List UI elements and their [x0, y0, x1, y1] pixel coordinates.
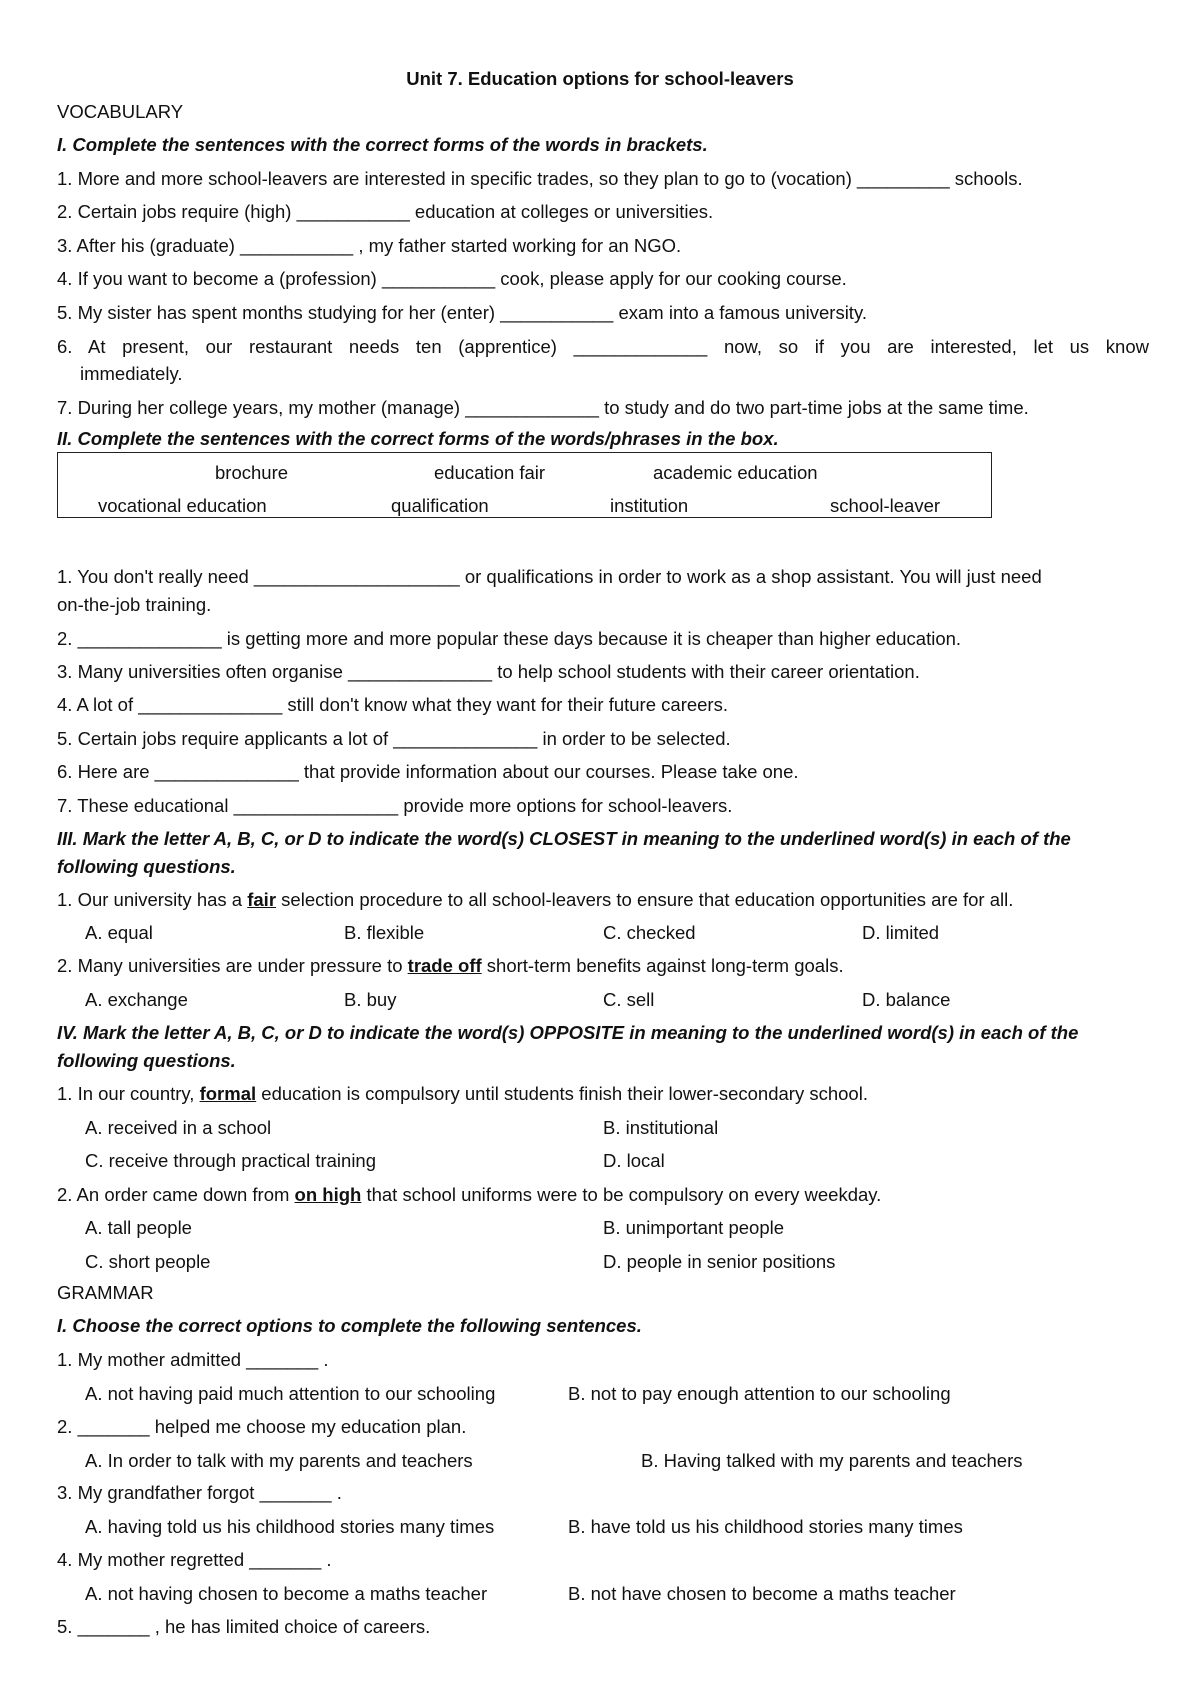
- s2-item-1-cont: on-the-job training.: [57, 594, 212, 615]
- option-a: A. equal: [85, 922, 153, 943]
- word-box-item: brochure: [215, 462, 289, 483]
- option-a: A. tall people: [85, 1217, 192, 1238]
- option-b: B. have told us his childhood stories many times: [568, 1516, 963, 1537]
- s3-question-1: 1. Our university has a fair selection procedure to all school-leavers to ensure that education opportunities are for all.: [57, 889, 1014, 910]
- grammar-heading: GRAMMAR: [57, 1282, 154, 1303]
- word-box: [57, 452, 992, 518]
- section-2-heading: II. Complete the sentences with the correct forms of the words/phrases in the box.: [57, 428, 779, 449]
- option-b: B. Having talked with my parents and teachers: [641, 1450, 1023, 1471]
- section-4-heading: IV. Mark the letter A, B, C, or D to indicate the word(s) OPPOSITE in meaning to the underlined word(s) in each of the: [57, 1022, 1079, 1043]
- g1-question-5: 5. _______ , he has limited choice of careers.: [57, 1616, 431, 1637]
- word-box-item: qualification: [391, 495, 489, 516]
- s1-item-5: 5. My sister has spent months studying for her (enter) ___________ exam into a famous university.: [57, 302, 867, 323]
- option-d: D. people in senior positions: [603, 1251, 836, 1272]
- s4-question-2: 2. An order came down from on high that school uniforms were to be compulsory on every weekday.: [57, 1184, 882, 1205]
- vocabulary-heading: VOCABULARY: [57, 101, 184, 122]
- word-box-item: academic education: [653, 462, 818, 483]
- s1-item-6: 6. At present, our restaurant needs ten (apprentice) _____________ now, so if you are interested, let us know: [57, 336, 1149, 357]
- word-box-item: institution: [610, 495, 689, 516]
- s2-item-1: 1. You don't really need ____________________ or qualifications in order to work as a shop assistant. You will just need: [57, 566, 1042, 587]
- option-c: C. checked: [603, 922, 696, 943]
- option-c: C. receive through practical training: [85, 1150, 377, 1171]
- s1-item-4: 4. If you want to become a (profession) ___________ cook, please apply for our cooking course.: [57, 268, 847, 289]
- option-a: A. not having paid much attention to our schooling: [85, 1383, 496, 1404]
- option-a: A. In order to talk with my parents and teachers: [85, 1450, 473, 1471]
- option-a: A. received in a school: [85, 1117, 272, 1138]
- s2-item-6: 6. Here are ______________ that provide information about our courses. Please take one.: [57, 761, 799, 782]
- s2-item-2: 2. ______________ is getting more and more popular these days because it is cheaper than higher education.: [57, 628, 962, 649]
- s4-question-1: 1. In our country, formal education is compulsory until students finish their lower-secondary school.: [57, 1083, 868, 1104]
- word-box-item: school-leaver: [830, 495, 941, 516]
- option-a: A. not having chosen to become a maths teacher: [85, 1583, 488, 1604]
- s1-item-3: 3. After his (graduate) ___________ , my father started working for an NGO.: [57, 235, 682, 256]
- underlined-word: on high: [294, 1184, 362, 1205]
- s3-question-2: 2. Many universities are under pressure to trade off short-term benefits against long-term goals.: [57, 955, 844, 976]
- option-d: D. local: [603, 1150, 665, 1171]
- g1-question-3: 3. My grandfather forgot _______ .: [57, 1482, 342, 1503]
- s2-item-7: 7. These educational ________________ provide more options for school-leavers.: [57, 795, 733, 816]
- s1-item-6-cont: immediately.: [80, 363, 183, 384]
- underlined-word: formal: [199, 1083, 257, 1104]
- option-c: C. sell: [603, 989, 655, 1010]
- g1-question-1: 1. My mother admitted _______ .: [57, 1349, 329, 1370]
- option-b: B. institutional: [603, 1117, 719, 1138]
- g1-question-2: 2. _______ helped me choose my education plan.: [57, 1416, 467, 1437]
- word-box-item: vocational education: [98, 495, 267, 516]
- option-d: D. limited: [862, 922, 940, 943]
- option-b: B. flexible: [344, 922, 425, 943]
- s1-item-7: 7. During her college years, my mother (manage) _____________ to study and do two part-time jobs at the same time.: [57, 397, 1029, 418]
- g1-question-4: 4. My mother regretted _______ .: [57, 1549, 332, 1570]
- section-3-heading: III. Mark the letter A, B, C, or D to indicate the word(s) CLOSEST in meaning to the underlined word(s) in each of the: [57, 828, 1071, 849]
- option-a: A. having told us his childhood stories many times: [85, 1516, 495, 1537]
- s2-item-3: 3. Many universities often organise ______________ to help school students with their career orientation.: [57, 661, 920, 682]
- option-b: B. unimportant people: [603, 1217, 785, 1238]
- s1-item-1: 1. More and more school-leavers are interested in specific trades, so they plan to go to (vocation) _________ schools.: [57, 168, 1023, 189]
- word-box-item: education fair: [434, 462, 546, 483]
- option-d: D. balance: [862, 989, 951, 1010]
- option-b: B. not to pay enough attention to our schooling: [568, 1383, 951, 1404]
- underlined-word: fair: [247, 889, 277, 910]
- option-b: B. not have chosen to become a maths teacher: [568, 1583, 956, 1604]
- s2-item-5: 5. Certain jobs require applicants a lot of ______________ in order to be selected.: [57, 728, 731, 749]
- page-title: Unit 7. Education options for school-leavers: [406, 68, 794, 89]
- s2-item-4: 4. A lot of ______________ still don't know what they want for their future careers.: [57, 694, 728, 715]
- section-3-heading-cont: following questions.: [57, 856, 236, 877]
- grammar-section-1-heading: I. Choose the correct options to complete the following sentences.: [57, 1315, 642, 1336]
- underlined-word: trade off: [407, 955, 482, 976]
- s1-item-2: 2. Certain jobs require (high) ___________ education at colleges or universities.: [57, 201, 714, 222]
- option-c: C. short people: [85, 1251, 211, 1272]
- section-1-heading: I. Complete the sentences with the correct forms of the words in brackets.: [57, 134, 708, 155]
- option-b: B. buy: [344, 989, 397, 1010]
- option-a: A. exchange: [85, 989, 188, 1010]
- section-4-heading-cont: following questions.: [57, 1050, 236, 1071]
